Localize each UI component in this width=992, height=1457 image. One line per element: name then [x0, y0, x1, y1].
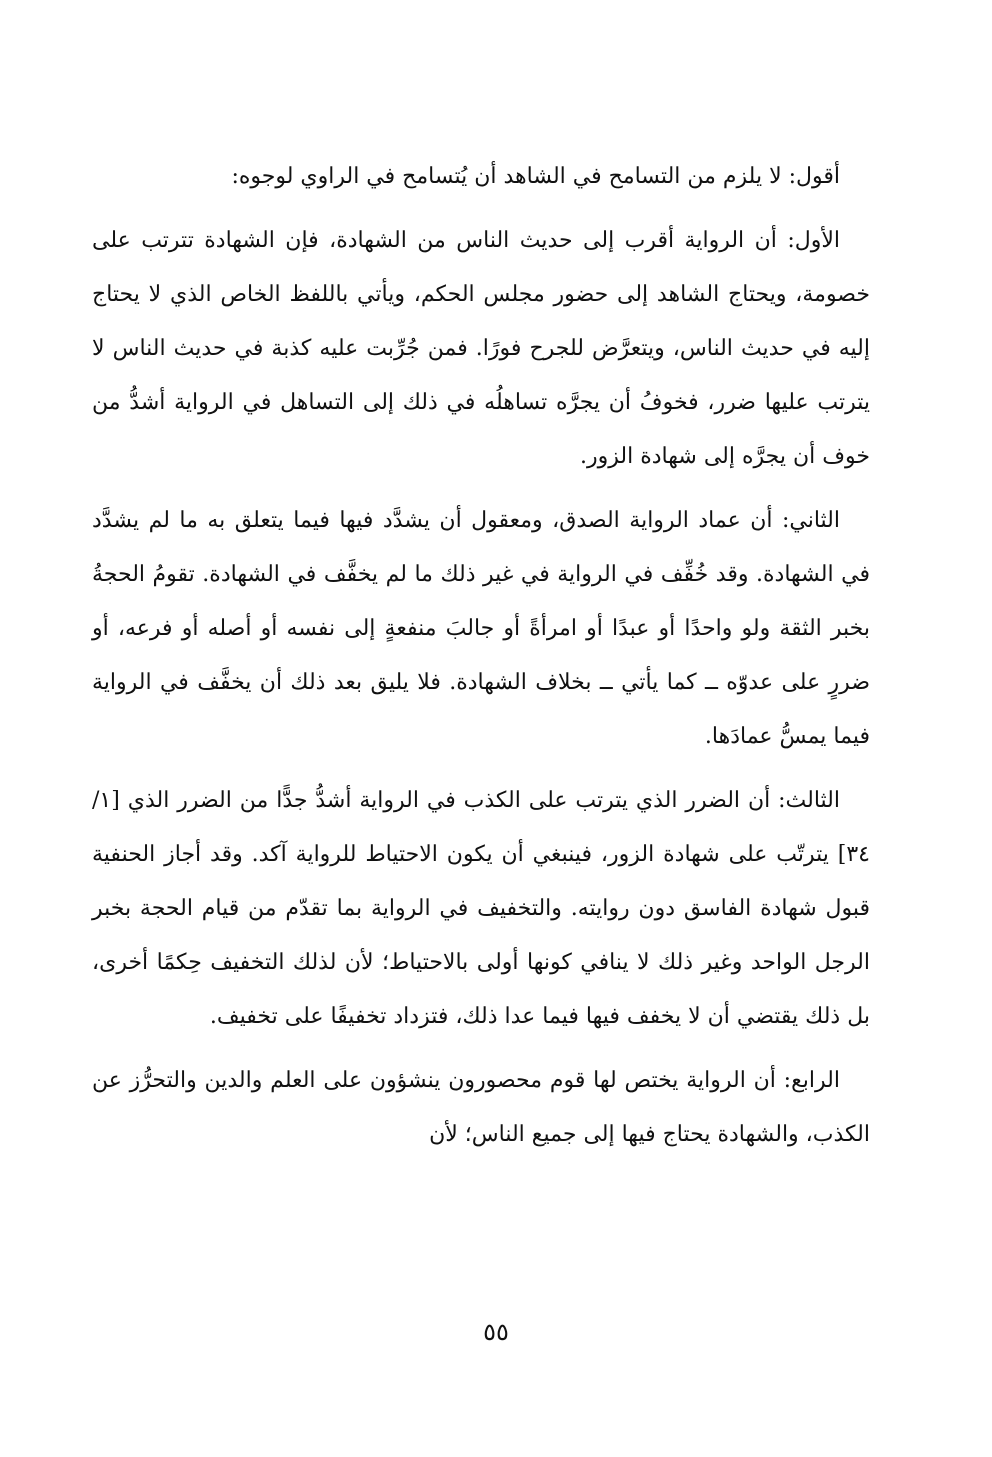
intro-text: أقول: لا يلزم من التسامح في الشاهد أن يُتسامح في الراوي لوجوه: [231, 164, 840, 189]
second-point-paragraph [92, 494, 870, 764]
third-point-paragraph [92, 774, 870, 1044]
first-point-text: الأول: أن الرواية أقرب إلى حديث الناس من الشهادة، فإن الشهادة تترتب على خصومة، ويحتاج الشاهد إلى حضور مجلس الحكم، ويأتي باللفظ الخاص الذي لا يحتاج إليه في حديث الناس، ويتعرَّض للجرح فورًا. فمن جُرِّبت عليه كذبة في حديث الناس لا يترتب عليها ضرر، فخوفُ أن يجرَّه تساهلُه في ذلك إلى التساهل في الرواية أشدُّ من خوف أن يجرَّه إلى شهادة الزور. [92, 228, 870, 469]
first-point-paragraph [92, 214, 870, 484]
intro-paragraph [92, 150, 870, 204]
page-body [92, 150, 870, 1457]
third-point-text: الثالث: أن الضرر الذي يترتب على الكذب في الرواية أشدُّ جدًّا من الضرر الذي [١/ ٣٤] يترتّب على شهادة الزور، فينبغي أن يكون الاحتياط للرواية آكد. وقد أجاز الحنفية قبول شهادة الفاسق دون روايته. والتخفيف في الرواية بما تقدّم من قيام الحجة بخبر الرجل الواحد وغير ذلك لا ينافي كونها أولى بالاحتياط؛ لأن لذلك التخفيف حِكمًا أخرى، بل ذلك يقتضي أن لا يخفف فيها فيما عدا ذلك، فتزداد تخفيفًا على تخفيف. [92, 788, 870, 1029]
fourth-point-paragraph [92, 1054, 870, 1162]
fourth-point-text: الرابع: أن الرواية يختص لها قوم محصورون ينشؤون على العلم والدين والتحرُّز عن الكذب، والشهادة يحتاج فيها إلى جميع الناس؛ لأن [92, 1068, 870, 1147]
page-number: ٥٥ [483, 1318, 509, 1346]
second-point-text: الثاني: أن عماد الرواية الصدق، ومعقول أن يشدَّد فيها فيما يتعلق به ما لم يشدَّد في الشهادة. وقد خُفِّف في الرواية في غير ذلك ما لم يخفَّف في الشهادة. تقومُ الحجةُ بخبر الثقة ولو واحدًا أو عبدًا أو امرأةً أو جالبَ منفعةٍ إلى نفسه أو أصله أو فرعه، أو ضررٍ على عدوّه ــ كما يأتي ــ بخلاف الشهادة. فلا يليق بعد ذلك أن يخفَّف في الرواية فيما يمسُّ عمادَها. [92, 508, 870, 749]
